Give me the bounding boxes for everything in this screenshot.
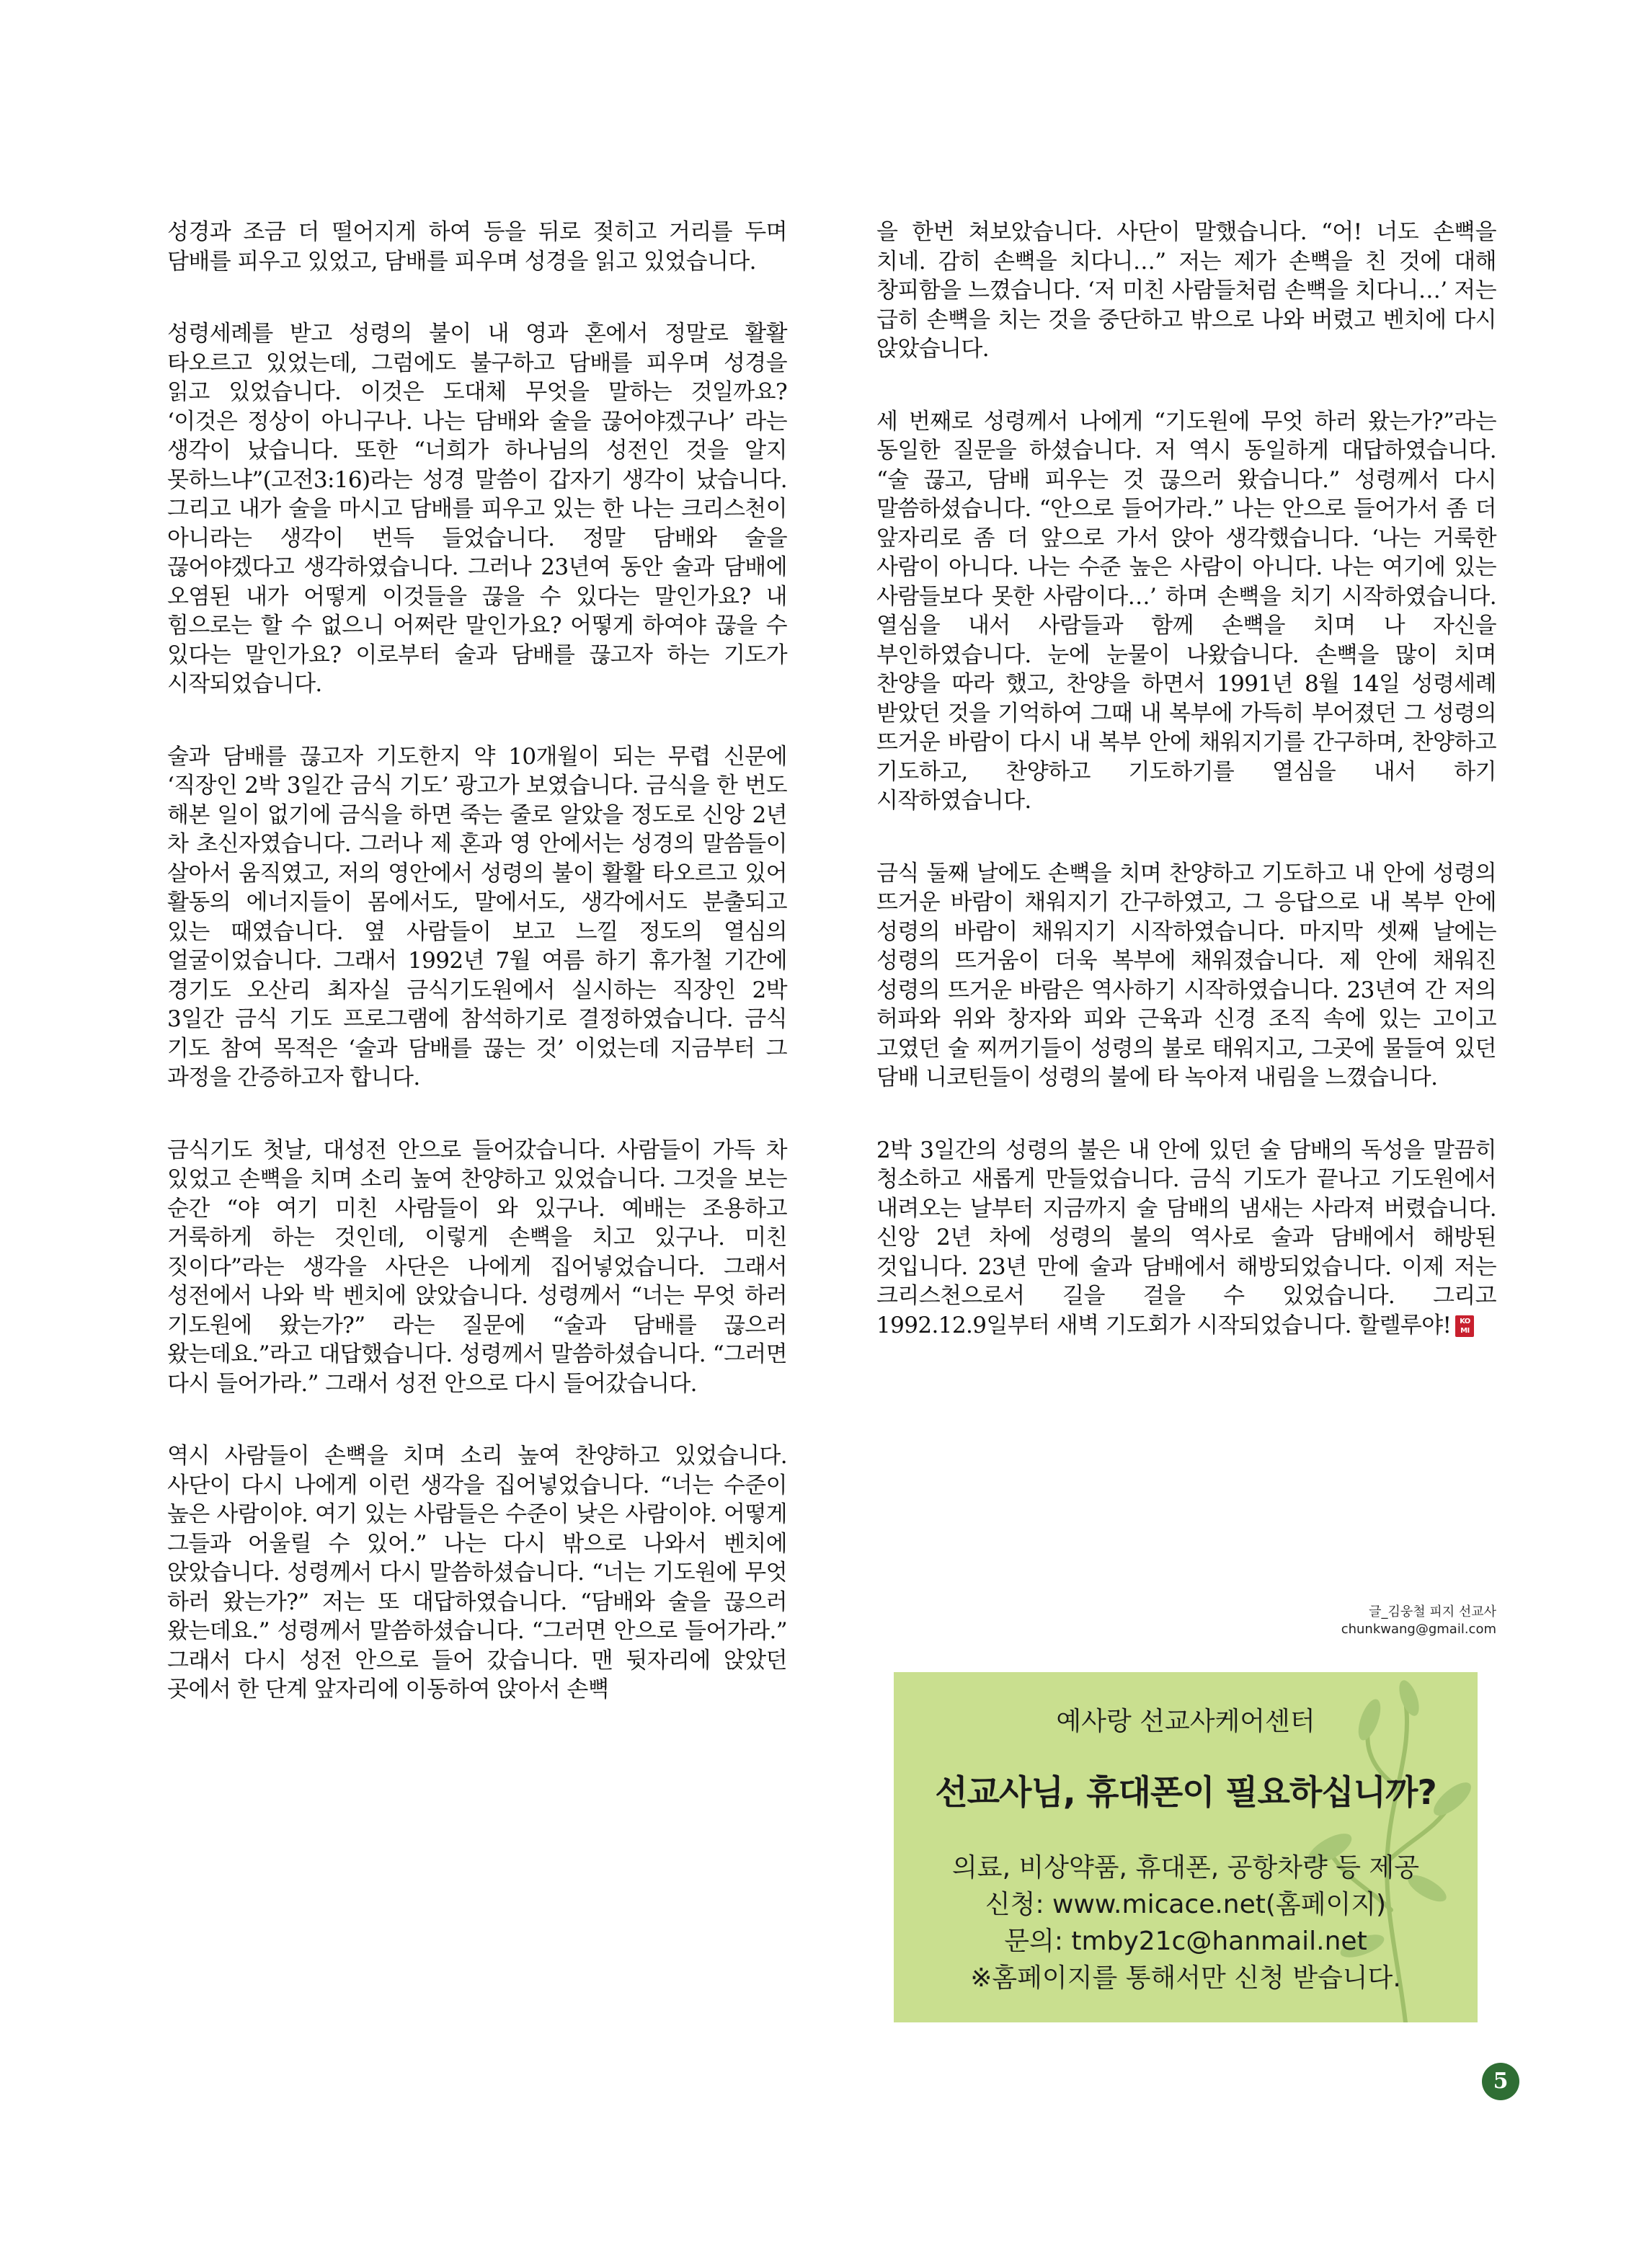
paragraph: 성경과 조금 더 떨어지게 하여 등을 뒤로 젖히고 거리를 두며 담배를 피우고 있었고, 담배를 피우며 성경을 읽고 있었습니다. — [167, 219, 787, 275]
paragraph: 을 한번 쳐보았습니다. 사단이 말했습니다. “어! 너도 손뼉을 치네. 감히 손뼉을 치다니…” 저는 제가 손뼉을 친 것에 대해 창피함을 느꼈습니다. ‘저 미친 사람들처럼 손뼉을 치다니…’ 저는 급히 손뼉을 치는 것을 중단하고 밖으로 나와 버렸고 벤치에 다시 앉았습니다. — [876, 219, 1496, 362]
paragraph: 금식기도 첫날, 대성전 안으로 들어갔습니다. 사람들이 가득 차 있었고 손뼉을 치며 소리 높여 찬양하고 있었습니다. 그것을 보는 순간 “야 여기 미친 사람들이 와 있구나. 예배는 조용하고 거룩하게 하는 것인데, 이렇게 손뼉을 치고 있구나. 미친 짓이다”라는 생각을 사단은 나에게 집어넣었습니다. 그래서 성전에서 나와 박 벤치에 앉았습니다. 성령께서 “너는 무엇 하러 기도원에 왔는가?” 라는 질문에 “술과 담배를 끊으러 왔는데요.”라고 대답했습니다. 성령께서 말씀하셨습니다. “그러면 다시 들어가라.” 그래서 성전 안으로 다시 들어갔습니다. — [167, 1137, 787, 1397]
paragraph: 성령세례를 받고 성령의 불이 내 영과 혼에서 정말로 활활 타오르고 있었는데, 그럼에도 불구하고 담배를 피우며 성경을 읽고 있었습니다. 이것은 도대체 무엇을 말하는 것일까요? ‘이것은 정상이 아니구나. 나는 담배와 술을 끊어야겠구나’ 라는 생각이 났습니다. 또한 “너희가 하나님의 성전인 것을 알지 못하느냐”(고전3:16)라는 성경 말씀이 갑자기 생각이 났습니다. 그리고 내가 술을 마시고 담배를 피우고 있는 한 나는 크리스천이 아니라는 생각이 번득 들었습니다. 정말 담배와 술을 끊어야겠다고 생각하였습니다. 그러나 23년여 동안 술과 담배에 오염된 내가 어떻게 이것들을 끊을 수 있다는 말인가요? 내 힘으로는 할 수 없으니 어쩌란 말인가요? 어떻게 하여야 끊을 수 있다는 말인가요? 이로부터 술과 담배를 끊고자 하는 기도가 시작되었습니다. — [167, 321, 787, 697]
paragraph: 금식 둘째 날에도 손뼉을 치며 찬양하고 기도하고 내 안에 성령의 뜨거운 바람이 채워지기 간구하였고, 그 응답으로 내 복부 안에 성령의 바람이 채워지기 시작하였습니다. 마지막 셋째 날에는 성령의 뜨거움이 더욱 복부에 채워졌습니다. 제 안에 채워진 성령의 뜨거운 바람은 역사하기 시작하였습니다. 23년여 간 저의 허파와 위와 창자와 피와 근육과 신경 조직 속에 있는 고이고 고였던 술 찌꺼기들이 성령의 불로 태워지고, 그곳에 물들여 있던 담배 니코틴들이 성령의 불에 타 녹아져 내림을 느꼈습니다. — [876, 860, 1496, 1090]
paragraph: 술과 담배를 끊고자 기도한지 약 10개월이 되는 무렵 신문에 ‘직장인 2박 3일간 금식 기도’ 광고가 보였습니다. 금식을 한 번도 해본 일이 없기에 금식을 하면 죽는 줄로 알았을 정도로 신앙 2년 차 초신자였습니다. 그러나 제 혼과 영 안에서는 성경의 말씀들이 살아서 움직였고, 저의 영안에서 성령의 불이 활활 타오르고 있어 활동의 에너지들이 몸에서도, 말에서도, 생각에서도 분출되고 있는 때였습니다. 옆 사람들이 보고 느낄 정도의 열심의 얼굴이었습니다. 그래서 1992년 7월 여름 하기 휴가철 기간에 경기도 오산리 최자실 금식기도원에서 실시하는 직장인 2박 3일간 금식 기도 프로그램에 참석하기로 결정하였습니다. 금식 기도 참여 목적은 ‘술과 담배를 끊는 것’ 이었는데 지금부터 그 과정을 간증하고자 합니다. — [167, 743, 787, 1090]
ad-line-services: 의료, 비상약품, 휴대폰, 공항차량 등 제공 — [952, 1853, 1419, 1883]
ad-line-contact-email[interactable]: 문의: tmby21c@hanmail.net — [1004, 1927, 1367, 1956]
ad-box — [894, 1672, 1478, 2022]
paragraph: 세 번째로 성령께서 나에게 “기도원에 무엇 하러 왔는가?”라는 동일한 질문을 하셨습니다. 저 역시 동일하게 대답하였습니다. “술 끊고, 담배 피우는 것 끊으러 왔습니다.” 성령께서 다시 말씀하셨습니다. “안으로 들어가라.” 나는 안으로 들어가서 좀 더 앞자리로 좀 더 앞으로 가서 앉아 생각했습니다. ‘나는 거룩한 사람이 아니다. 나는 수준 높은 사람이 아니다. 나는 여기에 있는 사람들보다 못한 사람이다…’ 하며 손뼉을 치기 시작하였습니다. 열심을 내서 사람들과 함께 손뼉을 치며 나 자신을 부인하였습니다. 눈에 눈물이 나왔습니다. 손뼉을 많이 치며 찬양을 따라 했고, 찬양을 하면서 1991년 8월 14일 성령세례 받았던 것을 기억하여 그때 내 복부에 가득히 부어졌던 그 성령의 뜨거운 바람이 다시 내 복부 안에 채워지기를 간구하며, 찬양하고 기도하고, 찬양하고 기도하기를 열심을 내서 하기 시작하였습니다. — [876, 408, 1496, 814]
author-name: 글_김웅철 피지 선교사 — [1369, 1604, 1496, 1620]
ad-line-apply-link[interactable]: 신청: www.micace.net(홈페이지) — [985, 1890, 1387, 1919]
komi-logo-icon: KO MI — [1455, 1315, 1474, 1337]
author-credit — [876, 1604, 1496, 1638]
ad-line-note: ※홈페이지를 통해서만 신청 받습니다. — [970, 1963, 1401, 1993]
ad-headline: 선교사님, 휴대폰이 필요하십니까? — [935, 1773, 1436, 1813]
article-left-column — [167, 218, 787, 1748]
page-number: 5 — [1482, 2063, 1519, 2100]
ad-details — [894, 1849, 1478, 1996]
article-right-column — [876, 218, 1496, 1383]
ad-organization: 예사랑 선교사케어센터 — [1056, 1707, 1315, 1736]
paragraph-final — [876, 1136, 1496, 1341]
paragraph-final-text: 2박 3일간의 성령의 불은 내 안에 있던 술 담배의 독성을 말끔히 청소하고 새롭게 만들었습니다. 금식 기도가 끝나고 기도원에서 내려오는 날부터 지금까지 술 담배의 냄새는 사라져 버렸습니다. 신앙 2년 차에 성령의 불의 역사로 술과 담배에서 해방된 것입니다. 23년 만에 술과 담배에서 해방되었습니다. 이제 저는 크리스천으로서 길을 걸을 수 있었습니다. 그리고 1992.12.9일부터 새벽 기도회가 시작되었습니다. 할렐루야! — [876, 1137, 1496, 1338]
author-email: chunkwang@gmail.com — [1341, 1622, 1496, 1637]
paragraph: 역시 사람들이 손뼉을 치며 소리 높여 찬양하고 있었습니다. 사단이 다시 나에게 이런 생각을 집어넣었습니다. “너는 수준이 높은 사람이야. 여기 있는 사람들은 수준이 낮은 사람이야. 어떻게 그들과 어울릴 수 있어.” 나는 다시 밖으로 나와서 벤치에 앉았습니다. 성령께서 다시 말씀하셨습니다. “너는 기도원에 무엇 하러 왔는가?” 저는 또 대답하였습니다. “담배와 술을 끊으러 왔는데요.” 성령께서 말씀하셨습니다. “그러면 안으로 들어가라.” 그래서 다시 성전 안으로 들어 갔습니다. 맨 뒷자리에 앉았던 곳에서 한 단계 앞자리에 이동하여 앉아서 손뼉 — [167, 1443, 787, 1702]
